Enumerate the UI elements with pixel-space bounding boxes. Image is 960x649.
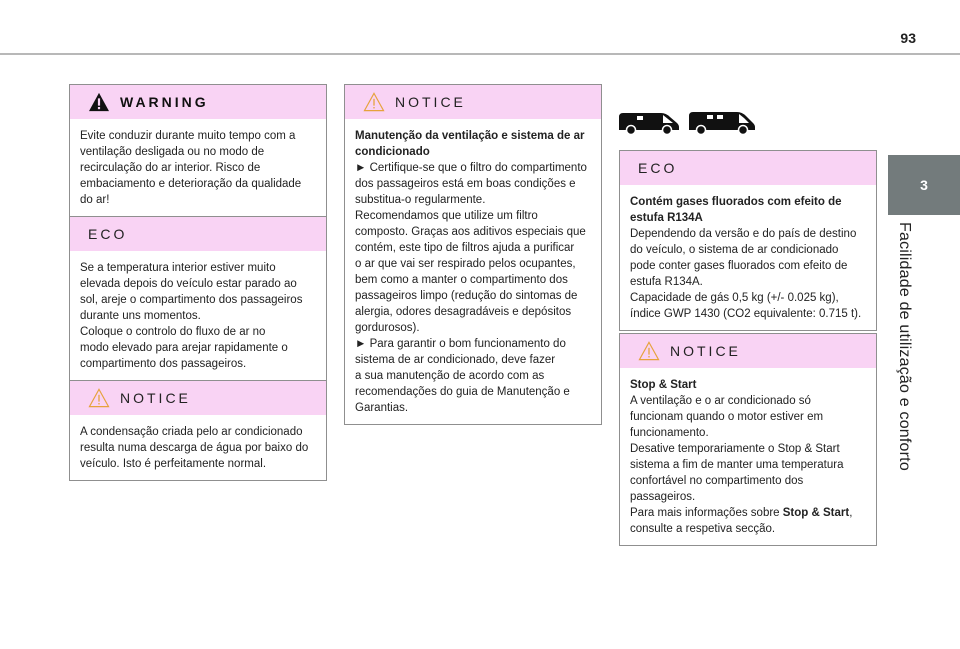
notice-text-line: a sua manutenção de acordo com as [355, 370, 545, 382]
notice-text-line: recomendações do guia de Manutenção e [355, 386, 570, 398]
notice-text-line: substitua-o regularmente. [355, 194, 486, 206]
notice-text-line: composto. Graças aos aditivos especiais que [355, 226, 586, 238]
notice-text-segment: Para mais informações sobre [630, 507, 783, 519]
top-rule [0, 53, 960, 55]
notice-box-right-body [620, 368, 876, 545]
notice-text-line: Recomendamos que utilize um filtro [355, 210, 538, 222]
eco-box-left-title: ECO [88, 226, 128, 242]
notice-box-left-title: NOTICE [120, 390, 191, 406]
notice-text-line: confortável no compartimento dos [630, 475, 804, 487]
notice-box-left [69, 380, 327, 481]
notice-box-right-header [620, 334, 876, 368]
notice-box-middle-title: NOTICE [395, 94, 466, 110]
van-icon [689, 112, 755, 135]
eco-text-line: Capacidade de gás 0,5 kg (+/- 0.025 kg), [630, 292, 839, 304]
stop-start-reference: Stop & Start [782, 507, 850, 519]
eco-text-line: Se a temperatura interior estiver muito [80, 262, 276, 274]
page-number: 93 [900, 30, 916, 46]
vehicle-versions-illustration [617, 106, 757, 136]
eco-box-right-header [620, 151, 876, 185]
eco-text-line: modo elevado para arejar rapidamente o [80, 342, 288, 354]
eco-box-right-body [620, 185, 876, 330]
warning-box-header [70, 85, 326, 119]
notice-text-line: passageiros limpo (redução do sintomas de [355, 290, 578, 302]
eco-box-left-body [70, 251, 326, 380]
notice-text-line [630, 505, 866, 521]
eco-text-line: sol, areje o compartimento dos passageiros [80, 294, 303, 306]
notice-triangle-icon [363, 92, 385, 112]
notice-heading-line: Stop & Start [630, 379, 697, 391]
notice-text-line: gordurosos). [355, 322, 420, 334]
warning-text-line: Evite conduzir durante muito tempo com a [80, 130, 296, 142]
notice-text-line: resulta numa descarga de água por baixo do [80, 442, 309, 454]
notice-text-line: sistema a fim de manter uma temperatura [630, 459, 844, 471]
eco-box-right [619, 150, 877, 331]
chapter-title: Facilidade de utilização e conforto [896, 222, 913, 471]
notice-text-line: passageiros. [630, 491, 696, 503]
warning-text-line: ventilação desligada ou no modo de [80, 146, 265, 158]
notice-text-line: A ventilação e o ar condicionado só [630, 395, 811, 407]
eco-text-line: pode conter gases fluorados com efeito de [630, 260, 848, 272]
notice-text-line: funcionam quando o motor estiver em [630, 411, 824, 423]
notice-text-line: Desative temporariamente o Stop & Start [630, 443, 840, 455]
notice-box-right [619, 333, 877, 546]
notice-text-line: veículo. Isto é perfeitamente normal. [80, 458, 267, 470]
eco-text-line: índice GWP 1430 (CO2 equivalente: 0.715 t). [630, 308, 862, 320]
notice-text-segment: , [849, 507, 853, 519]
notice-triangle-icon [88, 388, 110, 408]
eco-heading-line: Contém gases fluorados com efeito de [630, 196, 842, 208]
notice-box-right-title: NOTICE [670, 343, 741, 359]
eco-text-line: elevada depois do veículo estar parado ao [80, 278, 297, 290]
notice-text-line: ► Certifique-se que o filtro do compartimento [355, 162, 587, 174]
eco-text-line: Dependendo da versão e do país de destino [630, 228, 857, 240]
warning-text-line: do ar! [80, 194, 110, 206]
warning-triangle-icon [88, 92, 110, 112]
eco-heading-line: estufa R134A [630, 212, 703, 224]
eco-text-line: durante uns momentos. [80, 310, 201, 322]
notice-text-line: bem como a manter o compartimento dos [355, 274, 568, 286]
eco-text-line: compartimento dos passageiros. [80, 358, 247, 370]
warning-box [69, 84, 327, 217]
chapter-tab[interactable] [888, 155, 960, 215]
notice-box-middle-body [345, 119, 601, 424]
notice-box-middle-header [345, 85, 601, 119]
warning-text-line: recirculação do ar interior. Risco de [80, 162, 261, 174]
notice-text-line: A condensação criada pelo ar condicionado [80, 426, 303, 438]
notice-triangle-icon [638, 341, 660, 361]
notice-box-left-header [70, 381, 326, 415]
notice-text-line: contém, este tipo de filtros ajuda a purificar [355, 242, 575, 254]
van-icon [619, 113, 679, 135]
notice-heading-line: condicionado [355, 146, 430, 158]
eco-text-line: estufa R134A. [630, 276, 703, 288]
chapter-number: 3 [920, 177, 928, 193]
warning-box-title: WARNING [120, 94, 209, 110]
eco-box-left-header [70, 217, 326, 251]
notice-box-middle [344, 84, 602, 425]
notice-text-line: funcionamento. [630, 427, 709, 439]
warning-box-body [70, 119, 326, 216]
notice-text-line: consulte a respetiva secção. [630, 523, 776, 535]
eco-box-right-title: ECO [638, 160, 678, 176]
notice-text-line: dos passageiros está em boas condições e [355, 178, 576, 190]
notice-box-left-body [70, 415, 326, 480]
notice-text-line: alergia, odores desagradáveis e depósitos [355, 306, 572, 318]
notice-text-line: ► Para garantir o bom funcionamento do [355, 338, 566, 350]
eco-box-left [69, 216, 327, 381]
eco-text-line: Coloque o controlo do fluxo de ar no [80, 326, 266, 338]
notice-text-line: Garantias. [355, 402, 409, 414]
eco-text-line: do veículo, o sistema de ar condicionado [630, 244, 839, 256]
warning-text-line: embaciamento e deterioração da qualidade [80, 178, 302, 190]
notice-heading-line: Manutenção da ventilação e sistema de ar [355, 130, 585, 142]
notice-text-line: o ar que vai ser respirado pelos ocupantes, [355, 258, 576, 270]
notice-text-line: sistema de ar condicionado, deve fazer [355, 354, 556, 366]
